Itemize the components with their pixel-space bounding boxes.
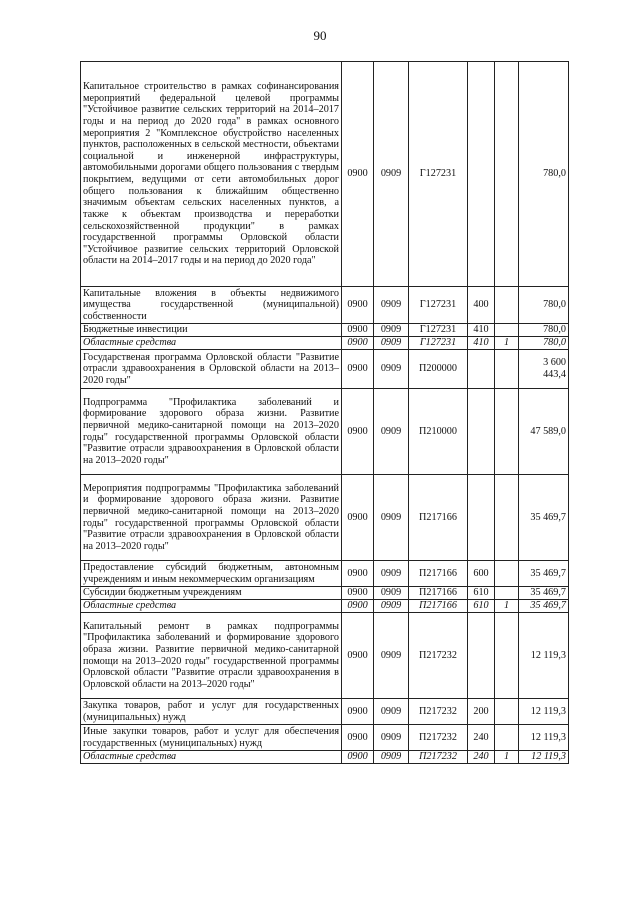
funding-source-code: 1 <box>495 751 519 764</box>
expense-type-code: 240 <box>468 751 495 764</box>
funding-source-code <box>495 587 519 600</box>
target-article-code: Г127231 <box>409 287 468 324</box>
section-code: 0900 <box>342 600 374 613</box>
target-article-code: П217232 <box>409 613 468 699</box>
section-code: 0900 <box>342 587 374 600</box>
expense-type-code: 240 <box>468 725 495 751</box>
target-article-code: П217166 <box>409 561 468 587</box>
amount: 780,0 <box>519 62 569 287</box>
section-code: 0900 <box>342 561 374 587</box>
row-name: Капитальное строительство в рамках софинансирования мероприятий федеральной целевой программы "Устойчивое развитие сельских территорий на 2014–2017 годы и на период до 2020 года" в рамках основного мероприятия 2 "Комплексное обустройство населенных пунктов, расположенных в сельской местности, объектами социальной и инженерной инфраструктуры, автомобильными дорогами общего пользования с твердым покрытием, ведущими от сети автомобильных дорог общего пользования к ближайшим общественно значимым объектам сельских населенных пунктов, а также к объектам производства и переработки сельскохозяйственной продукции" в рамках государственной программы Орловской области "Устойчивое развитие сельских территорий Орловской области на 2014–2017 годы и на период до 2020 года" <box>81 62 342 287</box>
amount: 12 119,3 <box>519 725 569 751</box>
subsection-code: 0909 <box>374 613 409 699</box>
expense-type-code: 610 <box>468 600 495 613</box>
row-name: Областные средства <box>81 751 342 764</box>
expense-type-code: 610 <box>468 587 495 600</box>
funding-source-code <box>495 287 519 324</box>
table-row <box>81 725 569 751</box>
section-code: 0900 <box>342 337 374 350</box>
amount: 780,0 <box>519 324 569 337</box>
target-article-code: П200000 <box>409 350 468 389</box>
row-name: Подпрограмма "Профилактика заболеваний и формирование здорового образа жизни. Развитие первичной медико-санитарной помощи на 2013–2020 годы" государственной программы Орловской области "Развитие отрасли здравоохранения в Орловской области на 2013–2020 годы" <box>81 389 342 475</box>
section-code: 0900 <box>342 751 374 764</box>
amount: 35 469,7 <box>519 600 569 613</box>
table-row <box>81 600 569 613</box>
amount: 3 600 443,4 <box>519 350 569 389</box>
table-row <box>81 350 569 389</box>
expense-type-code <box>468 475 495 561</box>
row-name: Бюджетные инвестиции <box>81 324 342 337</box>
subsection-code: 0909 <box>374 699 409 725</box>
expense-type-code <box>468 389 495 475</box>
section-code: 0900 <box>342 62 374 287</box>
amount: 35 469,7 <box>519 561 569 587</box>
amount: 47 589,0 <box>519 389 569 475</box>
subsection-code: 0909 <box>374 287 409 324</box>
subsection-code: 0909 <box>374 475 409 561</box>
target-article-code: П217166 <box>409 475 468 561</box>
expense-type-code: 200 <box>468 699 495 725</box>
amount: 35 469,7 <box>519 475 569 561</box>
target-article-code: П210000 <box>409 389 468 475</box>
subsection-code: 0909 <box>374 751 409 764</box>
section-code: 0900 <box>342 613 374 699</box>
row-name: Иные закупки товаров, работ и услуг для обеспечения государственных (муниципальных) нужд <box>81 725 342 751</box>
amount: 12 119,3 <box>519 699 569 725</box>
subsection-code: 0909 <box>374 587 409 600</box>
target-article-code: П217232 <box>409 751 468 764</box>
subsection-code: 0909 <box>374 350 409 389</box>
funding-source-code <box>495 389 519 475</box>
target-article-code: Г127231 <box>409 62 468 287</box>
row-name: Капитальные вложения в объекты недвижимого имущества государственной (муниципальной) собственности <box>81 287 342 324</box>
row-name: Капитальный ремонт в рамках подпрограммы "Профилактика заболеваний и формирование здорового образа жизни. Развитие первичной медико-санитарной помощи на 2013–2020 годы" государственной программы Орловской области "Развитие отрасли здравоохранения в Орловской области на 2013–2020 годы" <box>81 613 342 699</box>
section-code: 0900 <box>342 324 374 337</box>
budget-table <box>80 61 569 764</box>
expense-type-code: 410 <box>468 324 495 337</box>
amount: 35 469,7 <box>519 587 569 600</box>
section-code: 0900 <box>342 287 374 324</box>
table-row <box>81 587 569 600</box>
section-code: 0900 <box>342 350 374 389</box>
subsection-code: 0909 <box>374 62 409 287</box>
funding-source-code <box>495 725 519 751</box>
target-article-code: Г127231 <box>409 324 468 337</box>
table-row <box>81 475 569 561</box>
row-name: Предоставление субсидий бюджетным, автономным учреждениям и иным некоммерческим организациям <box>81 561 342 587</box>
table-row <box>81 337 569 350</box>
expense-type-code <box>468 613 495 699</box>
amount: 780,0 <box>519 287 569 324</box>
expense-type-code <box>468 350 495 389</box>
subsection-code: 0909 <box>374 561 409 587</box>
row-name: Мероприятия подпрограммы "Профилактика заболеваний и формирование здорового образа жизни. Развитие первичной медико-санитарной помощи на 2013–2020 годы" государственной программы Орловской области "Развитие отрасли здравоохранения в Орловской области на 2013–2020 годы" <box>81 475 342 561</box>
funding-source-code <box>495 561 519 587</box>
table-row <box>81 62 569 287</box>
table-row <box>81 699 569 725</box>
row-name: Закупка товаров, работ и услуг для государственных (муниципальных) нужд <box>81 699 342 725</box>
table-row <box>81 613 569 699</box>
expense-type-code <box>468 62 495 287</box>
amount: 780,0 <box>519 337 569 350</box>
funding-source-code <box>495 613 519 699</box>
expense-type-code: 400 <box>468 287 495 324</box>
target-article-code: Г127231 <box>409 337 468 350</box>
row-name: Областные средства <box>81 337 342 350</box>
funding-source-code <box>495 350 519 389</box>
target-article-code: П217166 <box>409 600 468 613</box>
subsection-code: 0909 <box>374 600 409 613</box>
table-row <box>81 561 569 587</box>
funding-source-code: 1 <box>495 600 519 613</box>
amount: 12 119,3 <box>519 751 569 764</box>
expense-type-code: 600 <box>468 561 495 587</box>
subsection-code: 0909 <box>374 337 409 350</box>
expense-type-code: 410 <box>468 337 495 350</box>
section-code: 0900 <box>342 389 374 475</box>
funding-source-code <box>495 699 519 725</box>
table-row <box>81 751 569 764</box>
table-row <box>81 324 569 337</box>
subsection-code: 0909 <box>374 389 409 475</box>
row-name: Субсидии бюджетным учреждениям <box>81 587 342 600</box>
subsection-code: 0909 <box>374 725 409 751</box>
funding-source-code <box>495 324 519 337</box>
section-code: 0900 <box>342 475 374 561</box>
section-code: 0900 <box>342 725 374 751</box>
table-row <box>81 389 569 475</box>
table-row <box>81 287 569 324</box>
subsection-code: 0909 <box>374 324 409 337</box>
amount: 12 119,3 <box>519 613 569 699</box>
target-article-code: П217232 <box>409 725 468 751</box>
funding-source-code <box>495 475 519 561</box>
target-article-code: П217166 <box>409 587 468 600</box>
funding-source-code <box>495 62 519 287</box>
target-article-code: П217232 <box>409 699 468 725</box>
page-number: 90 <box>313 28 327 43</box>
row-name: Областные средства <box>81 600 342 613</box>
row-name: Государственая программа Орловской области "Развитие отрасли здравоохранения в Орловской области на 2013–2020 годы" <box>81 350 342 389</box>
section-code: 0900 <box>342 699 374 725</box>
funding-source-code: 1 <box>495 337 519 350</box>
